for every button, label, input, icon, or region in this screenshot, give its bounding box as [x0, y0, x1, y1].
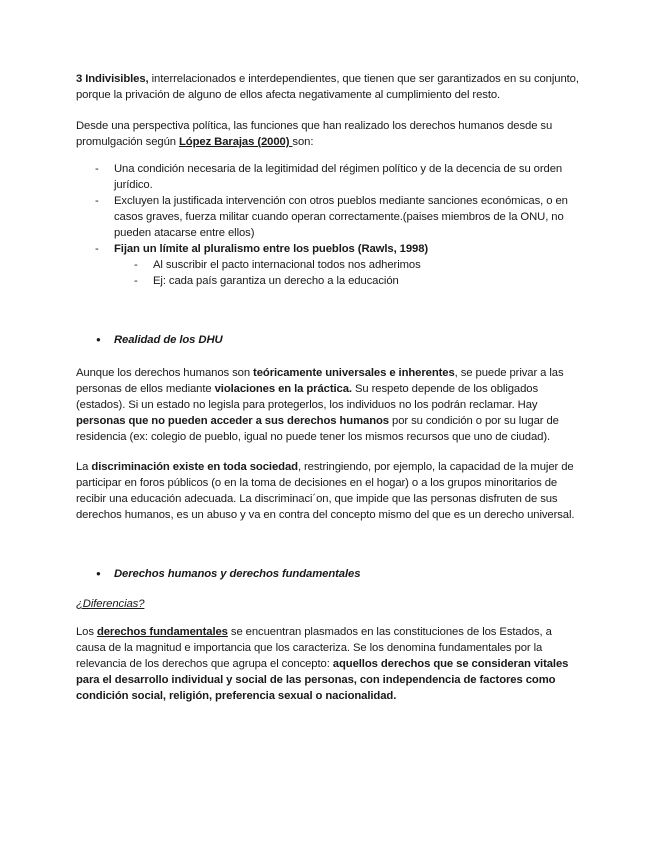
paragraph-realidad: [76, 365, 581, 445]
text-run: por su condición o por su lugar de residencia (ex: colegio de pueblo, igual no puede tener los mismos recursos que uno de ciudad).: [76, 415, 559, 443]
bold-run: discriminación existe en toda sociedad: [91, 461, 298, 473]
paragraph-indivisibles: [76, 71, 581, 103]
text-run: Aunque los derechos humanos son: [76, 367, 254, 379]
list-item-rawls-text: Fijan un límite al pluralismo entre los pueblos (Rawls, 1998): [114, 243, 429, 255]
paragraph-political-perspective: [76, 118, 581, 150]
paragraph-derechos-fundamentales: [76, 624, 581, 704]
bold-underline-run: derechos fundamentales: [96, 626, 228, 638]
text-run: , restringiendo, por ejemplo, la capacidad de la mujer de participar en foros públicos (o en la toma de decisiones en el hogar) o a los grupos minoritarios de recibir una educación adecuada. La discriminaci´on, que impide que las personas disfruten de sus derechos humanos, es un abuso y va en contra del concepto mismo del que es un derecho universal.: [76, 461, 575, 521]
text-run: Su respeto depende de los obligados (estados). Si un estado no legisla para protegerlos, los individuos no los podrán reclamar. Hay: [76, 383, 539, 411]
citation-lopez-barajas: López Barajas (2000): [178, 136, 293, 148]
political-perspective-text: Desde una perspectiva política, las funciones que han realizado los derechos humanos desde su promulgación según: [76, 120, 553, 148]
heading-derechos-fundamentales: ● Derechos humanos y derechos fundamentales: [76, 566, 581, 582]
list-item: - Excluyen la justificada intervención con otros pueblos mediante sanciones económicas, o en casos graves, fuerza militar cuando operan correctamente.(paises miembros de la ONU, no pueden atacarse entre ellos): [76, 193, 581, 241]
heading-realidad-dhu: ● Realidad de los DHU: [76, 332, 581, 348]
indivisibles-lead: 3 Indivisibles,: [76, 73, 149, 85]
text-run: La: [76, 461, 92, 473]
sub-list: [114, 257, 581, 289]
document-page: [76, 71, 581, 704]
bold-run: aquellos derechos que se consideran vitales para el desarrollo individual y social de las personas, con independencia de factores como condición social, religión, preferencia sexual o nacionalidad.: [76, 658, 569, 702]
text-run: Los: [76, 626, 97, 638]
list-item-rawls: [76, 241, 581, 289]
political-perspective-end: son:: [292, 136, 314, 148]
list-item: - Una condición necesaria de la legitimidad del régimen político y de la decencia de su orden jurídico.: [76, 161, 581, 193]
indivisibles-text: interrelacionados e interdependientes, que tienen que ser garantizados en su conjunto, porque la privación de alguno de ellos afecta negativamente al cumplimiento del resto.: [76, 73, 579, 101]
sub-list-item: - Al suscribir el pacto internacional todos nos adherimos: [76, 257, 581, 273]
bold-run: teóricamente universales e inherentes: [253, 367, 455, 379]
paragraph-discriminacion: [76, 459, 581, 523]
text-run: , se puede privar a las personas de ellos mediante: [76, 367, 564, 395]
functions-list: [76, 161, 581, 289]
bold-run: personas que no pueden acceder a sus derechos humanos: [76, 415, 389, 427]
sub-list-item: - Ej: cada país garantiza un derecho a la educación: [76, 273, 581, 289]
text-run: se encuentran plasmados en las constituciones de los Estados, a causa de la magnitud e importancia que los caracteriza. Se los denomina fundamentales por la relevancia de los derechos que agrupa el concepto:: [76, 626, 552, 670]
bold-run: violaciones en la práctica.: [214, 383, 352, 395]
question-diferencias: ¿Diferencias?: [76, 598, 145, 610]
